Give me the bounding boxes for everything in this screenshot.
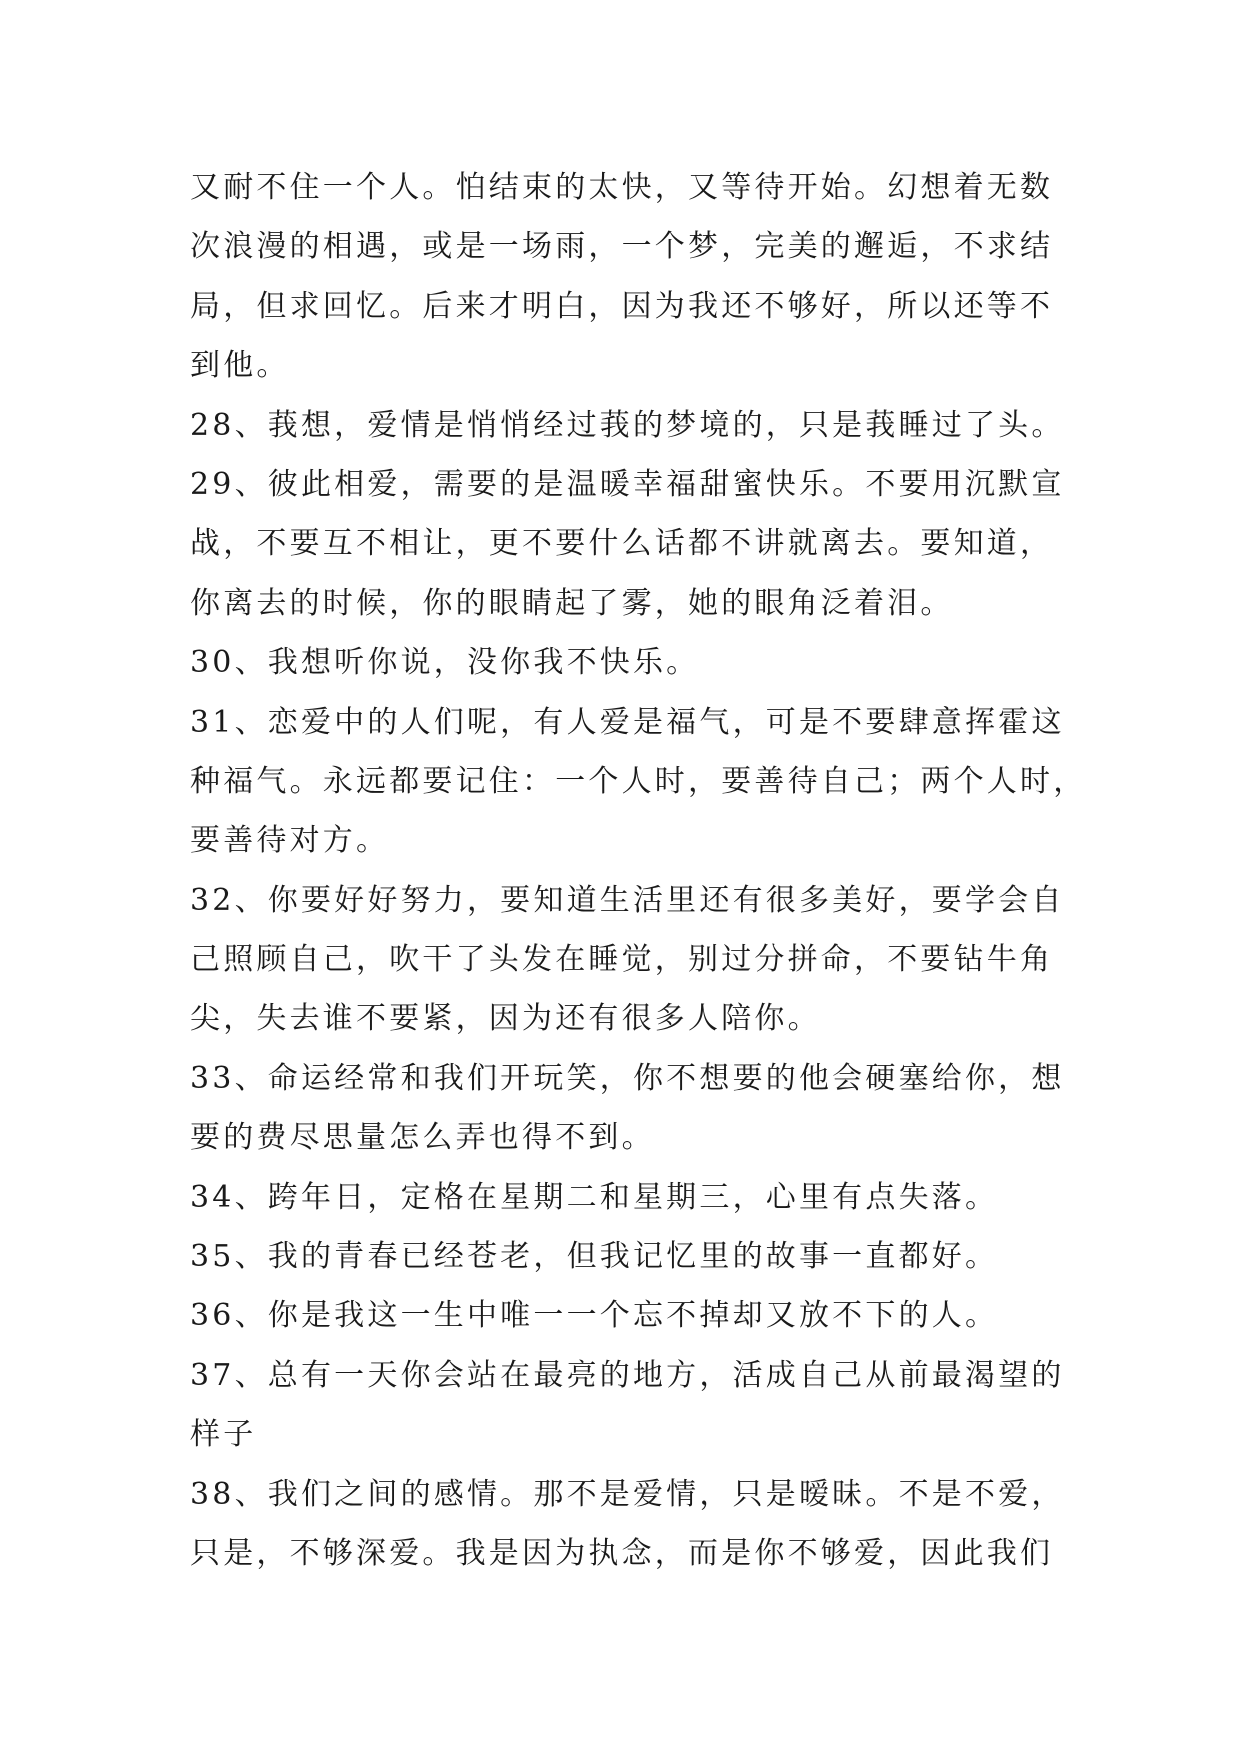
text-line: 37、总有一天你会站在最亮的地方，活成自己从前最渴望的 xyxy=(190,1357,1065,1393)
document-body-text xyxy=(190,158,1087,1583)
text-line: 己照顾自己，吹干了头发在睡觉，别过分拼命，不要钻牛角 xyxy=(190,942,1054,978)
text-line: 种福气。永远都要记住：一个人时，要善待自己；两个人时， xyxy=(190,763,1087,799)
text-line: 29、彼此相爱，需要的是温暖幸福甜蜜快乐。不要用沉默宣 xyxy=(190,466,1065,502)
text-line: 只是，不够深爱。我是因为执念，而是你不够爱，因此我们 xyxy=(190,1535,1054,1571)
text-line: 36、你是我这一生中唯一一个忘不掉却又放不下的人。 xyxy=(190,1298,999,1334)
text-line: 局，但求回忆。后来才明白，因为我还不够好，所以还等不 xyxy=(190,288,1054,324)
text-line: 34、跨年日，定格在星期二和星期三，心里有点失落。 xyxy=(190,1179,999,1215)
text-line: 样子 xyxy=(190,1417,257,1453)
text-line: 尖，失去谁不要紧，因为还有很多人陪你。 xyxy=(190,1001,821,1037)
text-line: 35、我的青春已经苍老，但我记忆里的故事一直都好。 xyxy=(190,1239,999,1275)
text-line: 33、命运经常和我们开玩笑，你不想要的他会硬塞给你，想 xyxy=(190,1060,1065,1096)
text-line: 又耐不住一个人。怕结束的太快，又等待开始。幻想着无数 xyxy=(190,170,1054,205)
text-line: 次浪漫的相遇，或是一场雨，一个梦，完美的邂逅，不求结 xyxy=(190,229,1054,265)
text-line: 32、你要好好努力，要知道生活里还有很多美好，要学会自 xyxy=(190,882,1065,918)
text-line: 要的费尽思量怎么弄也得不到。 xyxy=(190,1120,655,1156)
text-line: 30、我想听你说，没你我不快乐。 xyxy=(190,645,700,681)
text-line: 要善待对方。 xyxy=(190,823,390,859)
text-line: 31、恋爱中的人们呢，有人爱是福气，可是不要肆意挥霍这 xyxy=(190,704,1065,740)
text-line: 战，不要互不相让，更不要什么话都不讲就离去。要知道， xyxy=(190,526,1054,562)
text-line: 38、我们之间的感情。那不是爱情，只是暧昧。不是不爱， xyxy=(190,1476,1065,1512)
text-line: 你离去的时候，你的眼睛起了雾，她的眼角泛着泪。 xyxy=(190,585,954,621)
text-line: 28、莪想，爱情是悄悄经过莪的梦境的，只是莪睡过了头。 xyxy=(190,407,1065,443)
text-line: 到他。 xyxy=(190,348,290,384)
